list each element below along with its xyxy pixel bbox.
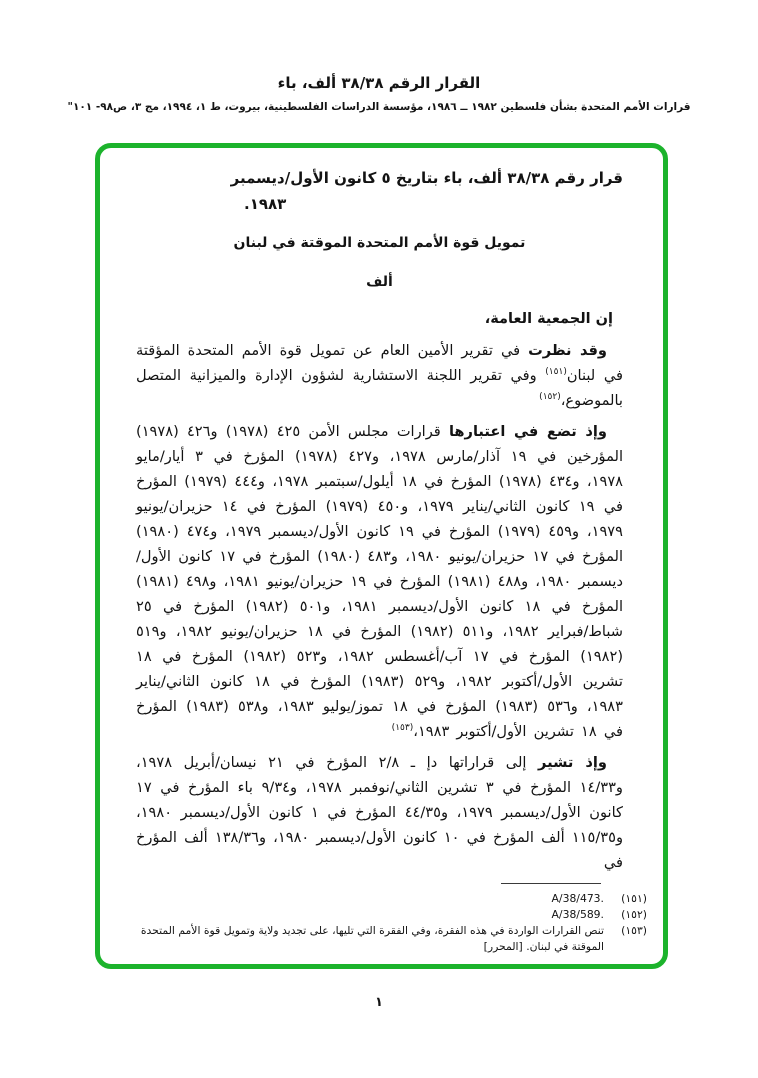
- paragraph-text: إلى قراراتها دإ ـ ٢/٨ المؤرخ في ٢١ نيسان/أبريل ١٩٧٨، و١٤/٣٣ المؤرخ في ٣ تشرين الثاني/نوفمبر ١٩٧٨، و٩/٣٤ باء المؤرخ في ١٧ كانون الأول/ديسمبر ١٩٧٩، و٤٤/٣٥ المؤرخ في ١ كانون الأول/ديسمبر ١٩٨٠، و١١٥/٣٥ ألف المؤرخ في ١٠ كانون الأول/ديسمبر ١٩٨٠، و١٣٨/٣٦ ألف المؤرخ في: [136, 754, 624, 871]
- footnote-document-symbol: A/38/589.: [551, 908, 604, 921]
- preamble-paragraph-bearing-in-mind: [136, 419, 623, 744]
- footnote-text: [136, 891, 604, 907]
- resolution-heading-line1: قرار رقم ٣٨/٣٨ ألف، باء بتاريخ ٥ كانون الأول/ديسمبر: [230, 169, 623, 187]
- footnote-text: تنص القرارات الواردة في هذه الفقرة، وفي الفقرة التي تليها، على تجديد ولاية وتمويل قوة الأمم المتحدة الموقتة في لبنان. [المحرر]: [140, 924, 604, 953]
- paragraph-lead: وإذ تشير: [538, 754, 607, 771]
- resolution-heading-line2: ١٩٨٣.: [244, 195, 287, 213]
- paragraph-text: في تقرير الأمين العام عن تمويل قوة الأمم المتحدة المؤقتة في لبنان: [136, 342, 623, 384]
- document-header: [0, 0, 758, 114]
- footnote-separator: [501, 883, 601, 884]
- footnote-ref-151: (١٥١): [545, 367, 567, 377]
- footnote-text: [136, 907, 604, 923]
- paragraph-text: وفي تقرير اللجنة الاستشارية لشؤون الإدارة والميزانية المتصل بالموضوع،: [136, 367, 623, 409]
- preamble-paragraph-considered: [136, 338, 623, 413]
- footnote-153: [136, 923, 647, 955]
- footnote-151: [136, 891, 647, 907]
- footnote-label: (١٥١): [621, 892, 647, 905]
- page-number: ١: [375, 995, 383, 1010]
- paragraph-lead: وإذ تضع في اعتبارها: [448, 423, 607, 440]
- footnote-label: (١٥٣): [621, 924, 647, 937]
- resolution-subject: تمويل قوة الأمم المتحدة الموقتة في لبنان: [233, 235, 526, 251]
- source-citation: قرارات الأمم المتحدة بشأن فلسطين ١٩٨٢ ــ ١٩٨٦، مؤسسة الدراسات الفلسطينية، بيروت، ط ١، ١٩٩٤، مج ٣، ص٩٨- ١٠١": [67, 101, 691, 113]
- preamble-paragraph-recalling: [136, 750, 623, 875]
- footnote-area: [136, 875, 647, 955]
- opening-phrase: إن الجمعية العامة،: [484, 311, 613, 327]
- resolution-number-title: القرار الرقم ٣٨/٣٨ ألف، باء: [277, 74, 481, 92]
- resolution-heading: [136, 165, 623, 217]
- section-label-alif: ألف: [366, 274, 393, 290]
- footnote-ref-152: (١٥٢): [539, 392, 561, 402]
- paragraph-text: قرارات مجلس الأمن ٤٢٥ (١٩٧٨) و٤٢٦ (١٩٧٨) المؤرخين في ١٩ آذار/مارس ١٩٧٨، و٤٢٧ (١٩٧٨) المؤرخ في ٣ أيار/مايو ١٩٧٨، و٤٣٤ (١٩٧٨) المؤرخ في ١٨ أيلول/سبتمبر ١٩٧٨، و٤٤٤ (١٩٧٩) المؤرخ في ١٩ كانون الثاني/يناير ١٩٧٩، و٤٥٠ (١٩٧٩) المؤرخ في ١٤ حزيران/يونيو ١٩٧٩، و٤٥٩ (١٩٧٩) المؤرخ في ١٩ كانون الأول/ديسمبر ١٩٧٩، و٤٧٤ (١٩٨٠) المؤرخ في ١٧ حزيران/يونيو ١٩٨٠، و٤٨٣ (١٩٨٠) المؤرخ في ١٧ كانون الأول/ديسمبر ١٩٨٠، و٤٨٨ (١٩٨١) المؤرخ في ١٩ حزيران/يونيو ١٩٨١، و٤٩٨ (١٩٨١) المؤرخ في ١٨ كانون الأول/ديسمبر ١٩٨١، و٥٠١ (١٩٨٢) المؤرخ في ٢٥ شباط/فبراير ١٩٨٢، و٥١١ (١٩٨٢) المؤرخ في ١٨ حزيران/يونيو ١٩٨٢، و٥١٩ (١٩٨٢) المؤرخ في ١٧ آب/أغسطس ١٩٨٢، و٥٢٣ (١٩٨٢) المؤرخ في ١٨ تشرين الأول/أكتوبر ١٩٨٢، و٥٢٩ (١٩٨٣) المؤرخ في ١٨ كانون الثاني/يناير ١٩٨٣، و٥٣٦ (١٩٨٣) المؤرخ في ١٨ تموز/يوليو ١٩٨٣، و٥٣٨ (١٩٨٣) المؤرخ في ١٨ تشرين الأول/أكتوبر ١٩٨٣،: [136, 423, 624, 740]
- footnote-ref-153: (١٥٣): [391, 723, 414, 733]
- paragraph-lead: وقد نظرت: [528, 342, 607, 359]
- footnote-label: (١٥٢): [621, 908, 647, 921]
- footnote-document-symbol: A/38/473.: [551, 892, 604, 905]
- highlight-annotation-box: [95, 143, 668, 969]
- footnote-152: [136, 907, 647, 923]
